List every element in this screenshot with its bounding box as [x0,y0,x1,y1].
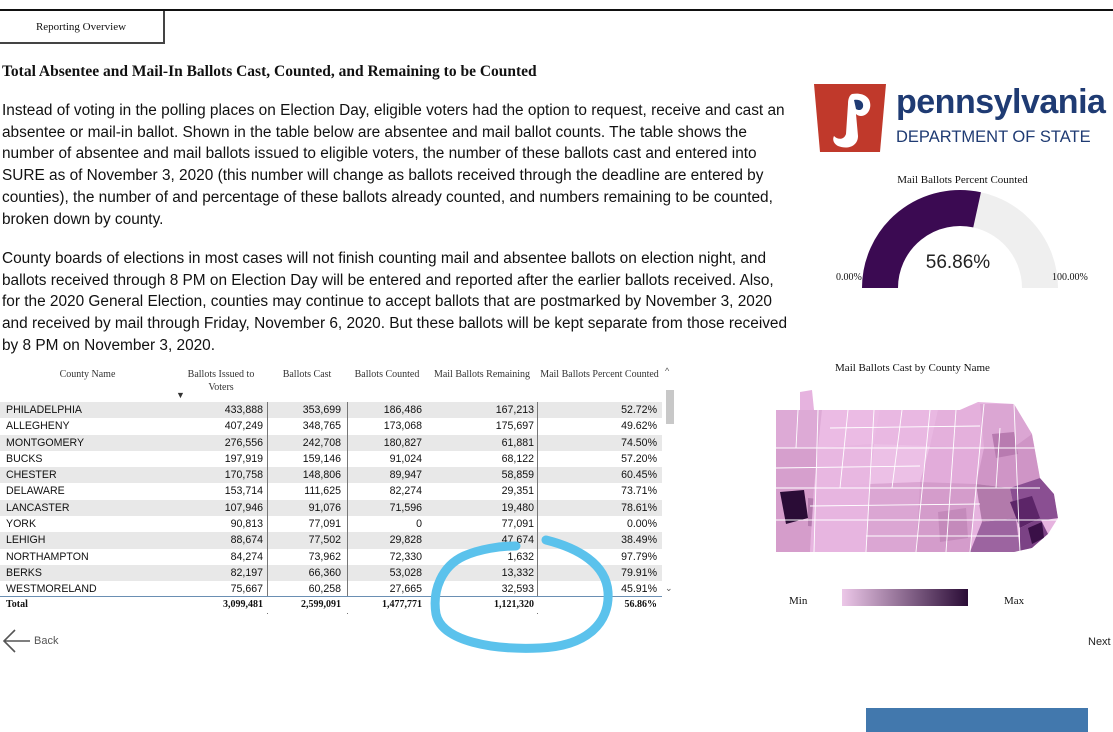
header-ballots-issued[interactable]: Ballots Issued to Voters [187,369,255,393]
cell-counted: 186,486 [383,404,422,416]
cell-county: ALLEGHENY [6,420,70,433]
cell-remaining: 58,859 [501,469,534,482]
scroll-thumb[interactable] [666,390,674,424]
total-remaining: 1,121,320 [494,599,534,610]
cell-counted: 89,947 [389,469,422,482]
cell-remaining: 175,697 [495,420,534,433]
cell-counted: 91,024 [389,452,422,465]
table-row[interactable] [0,435,662,451]
cell-counted: 0 [416,518,422,531]
cell-issued: 197,919 [224,452,263,465]
legend-max-label: Max [1004,595,1025,607]
reporting-overview-tab[interactable]: Reporting Overview [0,11,165,44]
cell-cast: 60,258 [308,583,341,596]
logo-name: pennsylvania [896,83,1106,121]
cell-cast: 348,765 [302,420,341,433]
cell-cast: 66,360 [308,566,341,579]
total-issued: 3,099,481 [223,599,263,610]
cell-percent: 97.79% [621,550,657,563]
cell-issued: 82,197 [230,566,263,579]
cell-issued: 75,667 [230,583,263,596]
cell-counted: 173,068 [383,420,422,433]
county-choropleth-map[interactable] [770,388,1060,568]
header-percent-counted[interactable]: Mail Ballots Percent Counted [540,369,659,380]
total-label: Total [6,599,28,610]
cell-percent: 74.50% [621,436,657,449]
header-ballots-cast[interactable]: Ballots Cast [282,369,332,380]
cell-county: YORK [6,518,37,531]
cell-counted: 29,828 [389,534,422,547]
cell-issued: 276,556 [224,436,263,449]
table-row[interactable] [0,500,662,516]
cell-issued: 107,946 [224,501,263,514]
pa-dos-logo [808,80,1113,156]
gauge-min-label: 0.00% [836,272,862,283]
cell-county: PHILADELPHIA [6,404,82,416]
cell-percent: 52.72% [621,404,657,416]
map-title: Mail Ballots Cast by County Name [835,362,990,374]
cell-county: BERKS [6,566,42,579]
cell-cast: 77,091 [308,518,341,531]
hand-drawn-circle-annotation [428,530,618,658]
cell-cast: 159,146 [302,452,341,465]
gauge-title: Mail Ballots Percent Counted [897,174,1028,186]
cell-county: BUCKS [6,452,43,465]
deadline-paragraph: County boards of elections in most cases will not finish counting mail and absentee ballots on election night, and ballots received through 8 PM on Election Day will be entered and reported after the earlier ballots received. Also, for the 2020 General Election, counties may continue to accept ballots that are postmarked by November 3, 2020 and received by mail through Friday, November 6, 2020. But these ballots will be kept separate from those received by 8 PM on November 3, 2020. [2,250,788,354]
column-divider [267,402,268,614]
scroll-up-icon[interactable]: ^ [665,366,670,376]
cell-remaining: 13,332 [501,566,534,579]
cell-counted: 27,665 [389,583,422,596]
cell-counted: 180,827 [383,436,422,449]
cell-percent: 0.00% [626,518,657,531]
next-button[interactable]: Next [1088,636,1111,648]
column-divider [347,402,348,614]
cell-county: NORTHAMPTON [6,550,89,563]
header-ballots-counted[interactable]: Ballots Counted [354,369,420,380]
total-cast: 2,599,091 [301,599,341,610]
table-row[interactable] [0,483,662,499]
blue-action-button[interactable] [866,708,1088,732]
sort-descending-icon[interactable]: ▼ [176,390,185,400]
header-county-name[interactable]: County Name [59,369,116,380]
cell-remaining: 77,091 [501,518,534,531]
cell-issued: 407,249 [224,420,263,433]
back-label: Back [34,635,59,647]
cell-remaining: 19,480 [501,501,534,514]
total-percent: 56.86% [624,599,657,610]
cell-remaining: 61,881 [501,436,534,449]
cell-remaining: 32,593 [501,583,534,596]
cell-counted: 53,028 [389,566,422,579]
back-button[interactable] [2,626,58,656]
scroll-down-icon[interactable]: ⌄ [665,583,673,593]
cell-county: CHESTER [6,469,57,482]
intro-paragraph: Instead of voting in the polling places on Election Day, eligible voters had the option to request, receive and cast an absentee or mail-in ballot. Shown in the table below are absentee and mail ballot counts. The table shows the number of absentee and mail ballots issued to eligible voters, the number of these ballots cast and entered into SURE as of November 3, 2020 (this number will change as ballots received through the deadline are entered by counties), the number of and percentage of these ballots already counted, and numbers remaining to be counted, broken down by county. [2,102,785,228]
legend-color-scale [842,589,968,606]
top-border [0,9,1113,11]
cell-issued: 90,813 [230,518,263,531]
cell-county: DELAWARE [6,485,65,498]
cell-issued: 170,758 [224,469,263,482]
table-scrollbar[interactable] [664,364,678,596]
cell-percent: 79.91% [621,566,657,579]
cell-cast: 73,962 [308,550,341,563]
table-header [0,364,665,400]
logo-department: DEPARTMENT OF STATE [896,128,1091,146]
cell-percent: 45.91% [621,583,657,596]
cell-issued: 84,274 [230,550,263,563]
cell-issued: 153,714 [224,485,263,498]
cell-county: WESTMORELAND [6,583,97,596]
cell-cast: 148,806 [302,469,341,482]
arrow-left-icon [2,626,32,656]
cell-percent: 78.61% [621,501,657,514]
total-counted: 1,477,771 [382,599,422,610]
gauge-max-label: 100.00% [1052,272,1088,283]
cell-counted: 71,596 [389,501,422,514]
table-row[interactable] [0,402,662,418]
cell-remaining: 68,122 [501,452,534,465]
cell-county: LEHIGH [6,534,46,547]
cell-counted: 82,274 [389,485,422,498]
gauge-fill [880,208,977,288]
cell-percent: 57.20% [621,452,657,465]
cell-remaining: 29,351 [501,485,534,498]
cell-percent: 73.71% [621,485,657,498]
cell-cast: 242,708 [302,436,341,449]
cell-remaining: 47,674 [501,534,534,547]
page-title: Total Absentee and Mail-In Ballots Cast, Counted, and Remaining to be Counted [2,63,537,80]
cell-cast: 77,502 [308,534,341,547]
cell-counted: 72,330 [389,550,422,563]
header-ballots-remaining[interactable]: Mail Ballots Remaining [433,369,531,380]
cell-issued: 433,888 [224,404,263,416]
cell-issued: 88,674 [230,534,263,547]
table-row[interactable] [0,451,662,467]
keystone-logo-icon [808,80,890,156]
legend-min-label: Min [789,595,808,607]
cell-remaining: 167,213 [495,404,534,416]
cell-percent: 38.49% [621,534,657,547]
cell-county: LANCASTER [6,501,70,514]
cell-remaining: 1,632 [507,550,534,563]
cell-percent: 60.45% [621,469,657,482]
cell-cast: 91,076 [308,501,341,514]
gauge-value: 56.86% [925,252,991,273]
cell-county: MONTGOMERY [6,436,85,449]
cell-cast: 111,625 [304,485,341,498]
table-row[interactable] [0,467,662,483]
table-row[interactable] [0,418,662,434]
cell-cast: 353,699 [302,404,341,416]
cell-percent: 49.62% [621,420,657,433]
